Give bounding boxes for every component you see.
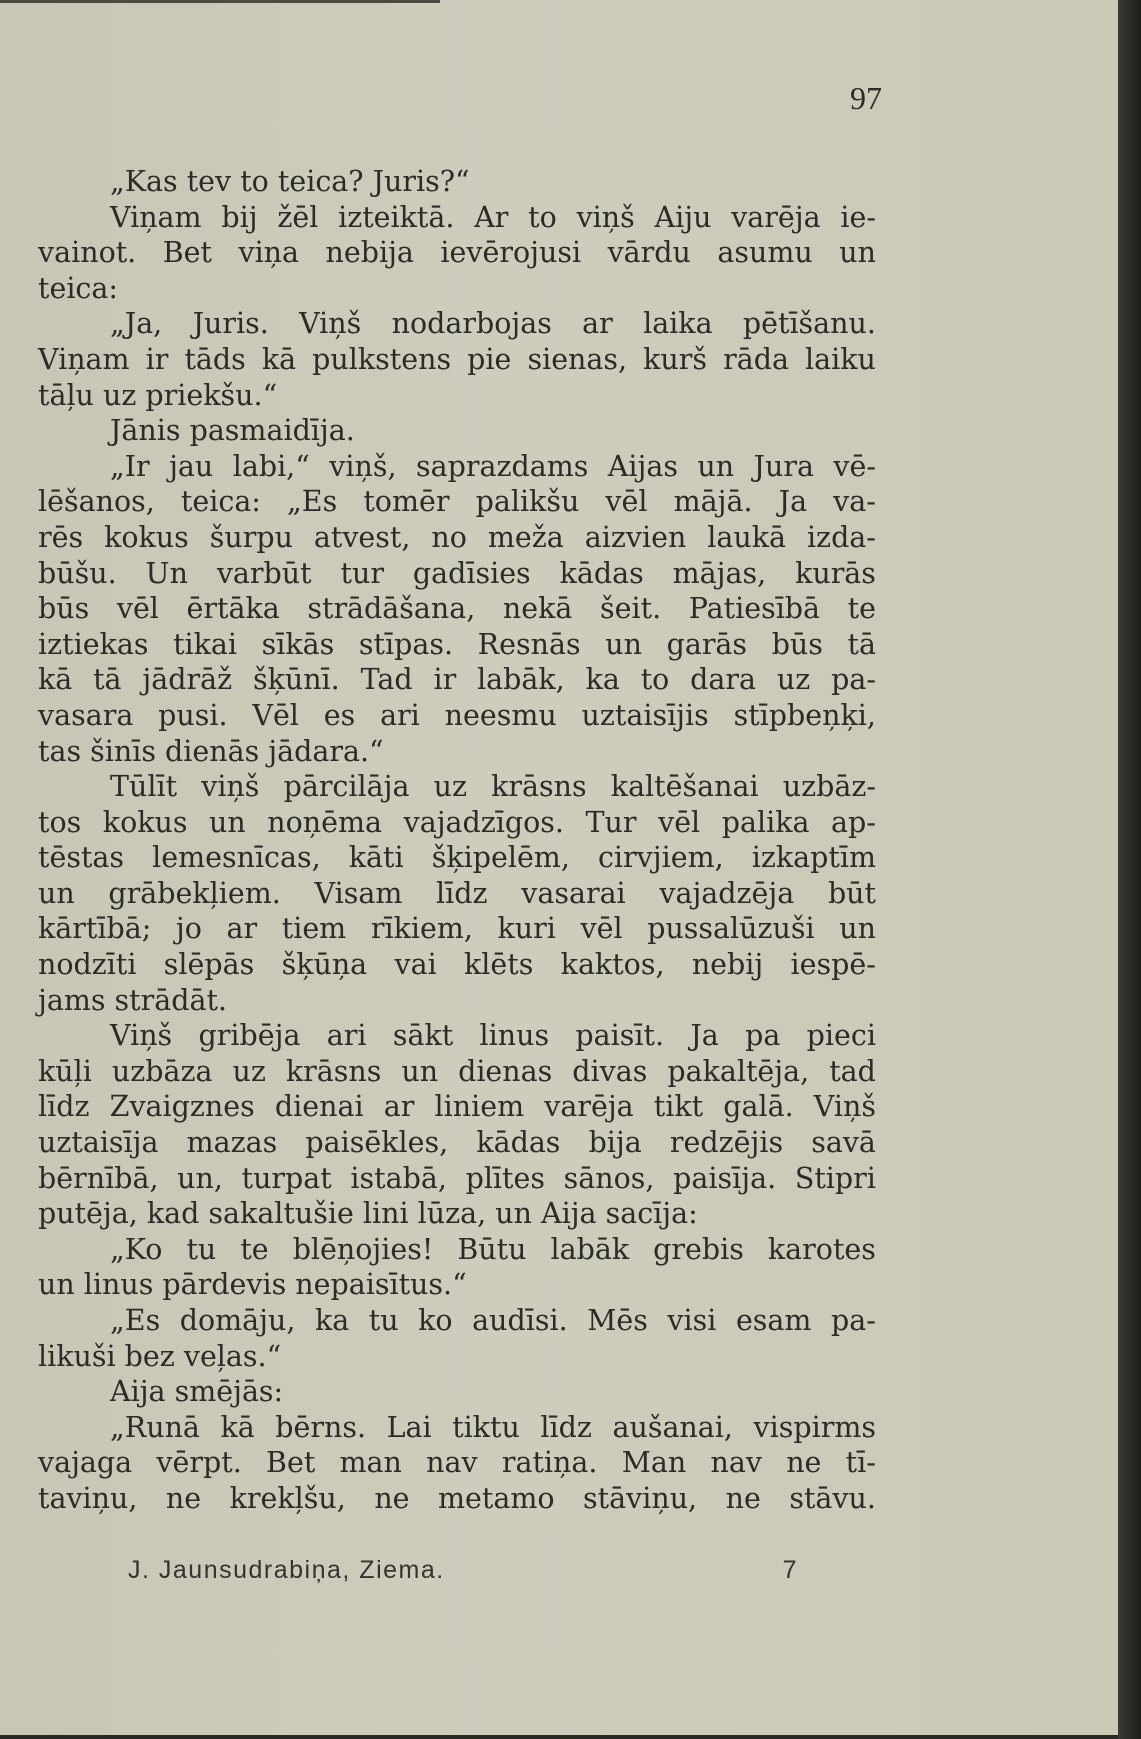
word: vēl [116,592,159,626]
word: varēja [544,1090,634,1124]
word: ar [226,912,258,946]
footer-signature: J. Jaunsudrabiņa, Ziema. [128,1556,445,1584]
word: vajadzēja [659,876,795,910]
text-line [38,805,876,841]
word: audīsi. [472,1304,568,1337]
text-line [38,983,876,1019]
word: un [839,912,876,946]
word: Lai [386,1410,432,1444]
line-text: Aija smējās: [110,1375,284,1409]
word: gadīsies [412,556,531,590]
word: linus [479,1019,550,1053]
word: tī- [845,1446,876,1480]
word: kūļi [38,1054,92,1088]
word: ap- [831,805,876,839]
word: tiktu [452,1410,520,1444]
word: no [431,520,467,554]
word: izda- [806,520,876,554]
word: un, [177,1161,223,1195]
text-line [38,1445,876,1481]
word: sānos, [563,1161,655,1195]
line-text: „Kas tev to teica? Juris?“ [110,165,470,198]
word: un [209,805,246,839]
word: pa- [831,1304,876,1337]
word: to [640,663,670,697]
word: Resnās [477,627,581,661]
word: nav [710,1446,762,1480]
word: bērns. [275,1410,367,1444]
word: to [528,200,557,234]
word: Vēl [252,698,299,732]
word: tu [186,1232,217,1266]
word: un [839,236,876,270]
word: vajadzīgos. [403,805,564,839]
word: rēs [38,520,84,554]
word: pa- [831,663,876,697]
text-line [38,413,876,449]
word: sienas, [527,342,628,376]
text-line [38,306,876,342]
word: pētīšanu. [742,307,876,341]
word: lemesnīcas, [152,841,321,875]
word: laiku [805,342,876,376]
line-text: likuši bez veļas.“ [38,1339,282,1373]
word: mājā. [673,485,753,519]
word: kādas [559,556,644,590]
word: stāviņu, [583,1481,698,1515]
word: iztiekas [38,627,149,661]
text-line [38,876,876,912]
word: varēja [731,200,821,234]
word: vispirms [753,1410,876,1444]
word: Būtu [457,1232,527,1266]
word: Un [145,556,188,590]
word: tomēr [363,485,450,519]
word: pussalūzuši [647,912,815,946]
word: vēl [658,805,701,839]
word: nodarbojas [391,307,552,341]
word: karotes [767,1232,876,1266]
line-text: jams strādāt. [38,983,227,1017]
word: vainot. [38,236,137,270]
word: ari [380,698,420,732]
word: nav [426,1446,478,1480]
word: meža [487,520,564,554]
word: kurās [795,556,876,590]
word: vē- [833,449,876,483]
word: labāk, [477,663,565,697]
word: līdz [540,1410,592,1444]
word: uz [433,770,467,804]
word: istabā, [350,1161,447,1195]
word: tad [829,1054,876,1088]
word: kurš [643,342,708,376]
word: līdz [436,876,488,910]
word: pulkstens [312,342,452,376]
word: va- [833,485,876,519]
word: tos [38,805,82,839]
word: „Es [110,1304,161,1337]
word: viņš [576,200,635,234]
word: tur [340,556,384,590]
word: nebija [325,236,414,270]
word: te [240,1232,269,1266]
word: šurpu [209,520,293,554]
word: „Ir [110,449,150,483]
word: labi,“ [232,449,310,483]
word: aizvien [584,520,687,554]
word: uztaisīja [38,1126,159,1160]
word: grābekļiem. [108,876,281,910]
word: te [847,592,876,626]
word: ievērojusi [440,236,582,270]
word: Tad [360,663,413,697]
word: bērnībā, [38,1161,159,1195]
word: Bet [266,1446,316,1480]
word: izkaptīm [751,841,876,875]
footer [128,1556,798,1585]
word: „Es [287,485,338,519]
text-line [38,235,876,271]
text-line [38,200,876,236]
text-line [38,734,876,770]
word: ir [145,342,169,376]
word: tiem [281,912,347,946]
scan-edge [1118,0,1141,1739]
word: nodzīti [38,948,137,982]
word: ne [786,1446,822,1480]
word: metamo [438,1481,555,1515]
word: Juris. [192,307,269,341]
word: kāti [348,841,404,875]
word: rāda [723,342,789,376]
body-text [38,164,876,1517]
word: un [697,449,735,483]
word: krekļšu, [229,1481,346,1515]
word: uzbāz- [782,770,876,804]
word: kārtībā; [38,912,152,946]
word: rīkiem, [370,912,473,946]
word: šķūņa [281,948,368,982]
word: Ar [474,200,509,234]
word: saprazdams [415,449,589,483]
word: vajaga [38,1446,133,1480]
word: Viņš [110,1019,173,1053]
word: līdz [38,1090,90,1124]
word: tikai [173,627,238,661]
footer-sheet-number: 7 [782,1556,798,1584]
word: uz [232,1054,266,1088]
word: pārcilāja [283,770,410,804]
word: dienai [274,1090,364,1124]
word: blēņojies! [292,1232,434,1266]
word: pa [745,1019,781,1053]
word: kā [38,663,73,697]
word: redzējis [669,1126,784,1160]
text-line [38,1232,876,1268]
word: dara [690,663,757,697]
text-line [38,520,876,556]
text-line [38,840,876,876]
word: lēšanos, [38,485,155,519]
word: uzbāza [111,1054,213,1088]
word: jādrāž [142,663,233,697]
word: paisīja. [673,1161,777,1195]
word: bija [588,1126,642,1160]
word: mājas, [672,556,767,590]
word: savā [811,1126,876,1160]
word: noņēma [267,805,383,839]
word: tā [847,627,876,661]
word: teica: [180,485,261,519]
text-line [38,1410,876,1446]
text-line [38,769,876,805]
word: izteiktā. [338,200,455,234]
word: viņa [238,236,300,270]
word: stāvu. [789,1481,876,1515]
word: palika [721,805,810,839]
word: krāsns [491,770,587,804]
word: ka [314,1304,350,1337]
word: „Ja, [110,307,163,341]
word: un [401,1054,439,1088]
word: Mēs [587,1304,648,1337]
word: būs [771,627,823,661]
word: Bet [162,236,212,270]
word: un [38,876,75,910]
word: Zvaigznes [109,1090,255,1124]
word: Visam [314,876,403,910]
word: sākt [392,1019,454,1053]
word: strādāšana, [307,592,476,626]
word: dienas [458,1054,553,1088]
word: nebij [691,948,764,982]
word: stīpbeņķi, [733,698,876,732]
word: Ja [778,485,808,519]
word: atvest, [313,520,411,554]
text-line [38,1339,876,1375]
word: Aijas [607,449,678,483]
word: cirvjiem, [597,841,724,875]
word: ie- [840,200,876,234]
word: tēstas [38,841,125,875]
word: vasarai [521,876,626,910]
word: Tūlīt [110,770,178,804]
word: asumu [717,236,813,270]
text-line [38,1089,876,1125]
text-line [38,1267,876,1303]
word: kā [261,342,297,376]
word: laukā [707,520,786,554]
word: vērpt. [156,1446,242,1480]
line-text: un linus pārdevis nepaisītus.“ [38,1268,467,1302]
text-line [38,449,876,485]
word: kā [220,1410,255,1444]
word: vasara [38,698,134,732]
word: tikt [653,1090,704,1124]
word: Viņš [299,307,362,341]
word: viņš, [329,449,397,483]
word: vēl [605,485,648,519]
word: domāju, [179,1304,296,1337]
word: turpat [241,1161,332,1195]
word: Aiju [654,200,712,234]
word: plītes [465,1161,545,1195]
word: ar [383,1090,415,1124]
word: Viņam [110,200,202,234]
word: ne [725,1481,761,1515]
word: iespē- [790,948,876,982]
word: palikšu [475,485,580,519]
word: liniem [434,1090,525,1124]
word: tu [368,1304,399,1337]
word: pusi. [158,698,228,732]
word: šķipelēm, [431,841,570,875]
text-line [38,1481,876,1517]
text-line [38,698,876,734]
word: Man [621,1446,687,1480]
word: garās [666,627,748,661]
word: „Ko [110,1232,163,1266]
word: laika [643,307,713,341]
word: krāsns [285,1054,382,1088]
word: ari [326,1019,367,1053]
text-line [38,591,876,627]
word: sīkās [261,627,335,661]
word: ir [433,663,457,697]
word: kaltēšanai [610,770,759,804]
word: nekā [502,592,573,626]
word: slēpās [163,948,255,982]
line-text: teica: [38,271,118,305]
word: un [605,627,642,661]
word: es [323,698,356,732]
text-line [38,1161,876,1197]
word: ne [374,1481,410,1515]
word: žēl [277,200,319,234]
word: vai [394,948,437,982]
text-line [38,1018,876,1054]
word: kokus [104,520,189,554]
text-line [38,1374,876,1410]
word: vārdu [607,236,691,270]
word: kuri [497,912,556,946]
word: jau [169,449,214,483]
word: ka [585,663,620,697]
text-line [38,911,876,947]
word: Patiesībā [688,592,821,626]
text-line [38,1125,876,1161]
line-text: putēja, kad sakaltušie lini lūza, un Aija sacīja: [38,1197,698,1231]
word: man [339,1446,402,1480]
word: Tur [585,805,637,839]
text-line [38,164,876,200]
page-number: 97 [850,80,882,116]
top-rule [0,0,440,3]
text-line [38,627,876,663]
word: pie [467,342,512,376]
word: neesmu [444,698,557,732]
word: paisīt. [575,1019,665,1053]
word: paisēkles, [305,1126,449,1160]
text-line [38,947,876,983]
word: „Runā [110,1410,200,1444]
word: ne [165,1481,202,1515]
word: Ja [690,1019,719,1053]
word: mazas [186,1126,278,1160]
text-line [38,1054,876,1090]
word: pieci [806,1019,876,1053]
text-line [38,1303,876,1339]
word: uz [776,663,811,697]
word: šķūnī. [252,663,340,697]
word: uztaisījis [581,698,709,732]
word: stīpas. [358,627,454,661]
word: pakaltēja, [667,1054,810,1088]
word: šeit. [600,592,662,626]
word: vēl [580,912,623,946]
word: ar [582,307,613,341]
word: tāds [184,342,246,376]
word: visi [667,1304,717,1337]
word: būt [827,876,876,910]
word: Viņš [813,1090,876,1124]
word: kokus [102,805,188,839]
text-line [38,342,876,378]
word: galā. [723,1090,794,1124]
text-line [38,556,876,592]
word: Jura [753,449,814,483]
text-line [38,271,876,307]
word: taviņu, [38,1481,138,1515]
word: klēts [464,948,534,982]
line-text: tas šinīs dienās jādara.“ [38,734,384,768]
word: jo [175,912,202,946]
text-line [38,484,876,520]
line-text: tāļu uz priekšu.“ [38,378,278,412]
word: varbūt [216,556,312,590]
word: grebis [653,1232,744,1266]
word: labāk [550,1232,630,1266]
line-text: Jānis pasmaidīja. [110,414,355,448]
word: esam [735,1304,812,1337]
text-line [38,1196,876,1232]
word: ratiņa. [501,1446,598,1480]
word: divas [572,1054,648,1088]
word: Stipri [794,1161,876,1195]
word: viņš [201,770,260,804]
word: ērtāka [186,592,280,626]
word: būšu. [38,556,117,590]
word: kādas [476,1126,561,1160]
text-line [38,378,876,414]
word: gribēja [198,1019,301,1053]
word: ko [418,1304,453,1337]
word: bij [221,200,258,234]
word: būs [38,592,90,626]
word: tā [93,663,122,697]
word: aušanai, [612,1410,733,1444]
text-line [38,662,876,698]
word: kaktos, [560,948,665,982]
word: Viņam [38,342,130,376]
